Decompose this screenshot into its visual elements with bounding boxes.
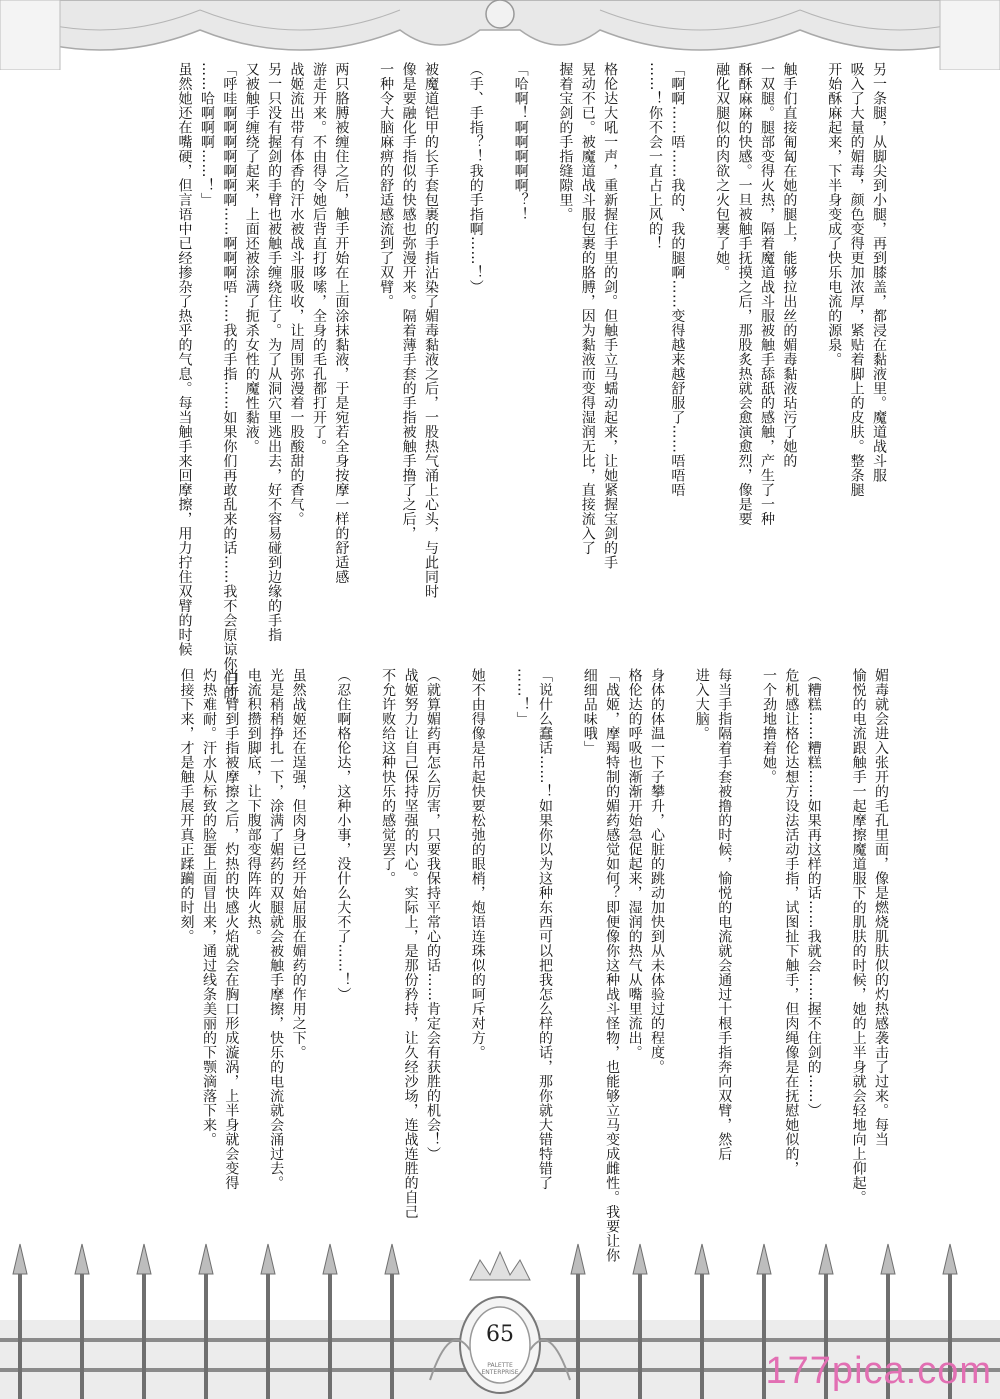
text-line: 格伦达的呼吸也渐渐开始急促起来，湿润的热气从嘴里流出。 [626,668,643,1060]
text-line: 开始酥麻起来，下半身变成了快乐电流的源泉。 [826,62,843,367]
fence-spike [137,1244,151,1274]
text-line: 战姬流出带有体香的汗水被战斗服吸收，让周围弥漫着一股酸甜的香气。 [288,62,305,526]
fence-spike [199,1244,213,1274]
text-line: 虽然她还在嘴硬，但言语中已经掺杂了热乎的气息。每当触手来回摩擦，用力拧住双臂的时候 [176,62,193,657]
text-line: 两只胳膊被缠住之后，触手开始在上面涂抹黏液，于是宛若全身按摩一样的舒适感 [333,62,350,584]
top-curtain-frame [0,0,1000,70]
paragraph-gap [800,62,822,622]
text-line: 光是稍稍挣扎一下，涂满了媚药的双腿就会被触手摩擦，快乐的电流就会涌过去。 [268,668,285,1190]
text-line: 身体的体温一下子攀升，心脏的跳动加快到从未体验过的程度。 [648,668,665,1074]
text-line: 握着宝剑的手指缝隙里。 [557,62,574,222]
text-line: 「啊啊……唔……我的、我的腿啊……变得越来越舒服了……唔唔唔 [669,62,686,497]
text-line: 另一条腿，从脚尖到小腿，再到膝盖，都浸在黏液里。魔道战斗服 [871,62,887,483]
paragraph-gap [442,62,464,622]
text-line: （忍住啊格伦达，这种小事，没什么大不了……！） [335,668,352,1002]
text-line: 吸入了大量的媚毒，颜色变得更加浓厚，紧贴着脚上的皮肤。整条腿 [848,62,865,497]
text-line: 又被触手缠绕了起来，上面还被涂满了扼杀女性的魔性黏液。 [243,62,260,454]
paragraph-gap [354,668,376,1228]
text-line: 像是要融化手指似的快感也弥漫开来。隔着薄手套的手指被触手撸了之后， [400,62,417,541]
text-line: 被魔道铠甲的长手套包裹的手指沾染了媚毒黏液之后，一股热气涌上心头，与此同时 [422,62,439,599]
text-line: 一个劲地撸着她。 [760,668,777,784]
text-line: 格伦达大吼一声，重新握住手里的剑。但触手立马蠕动起来，让她紧握宝剑的手 [602,62,619,570]
text-line: 危机感让格伦达想方设法活动手指，试图扯下触手，但肉绳像是在抚慰她似的， [783,668,800,1176]
text-line: ……！你不会一直占上风的！ [646,62,663,251]
paragraph-gap [825,668,847,1228]
paragraph-gap [735,668,757,1228]
fence-spike [633,1244,647,1274]
fence-spike [75,1244,89,1274]
fence-spike [13,1244,27,1274]
fence-spike [323,1244,337,1274]
fence-spike [881,1244,895,1274]
paragraph-gap [352,62,374,622]
text-line: 媚毒就会进入张开的毛孔里面，像是燃烧肌肤似的灼热感袭击了过来。每当 [873,668,889,1147]
text-line: 每当手指隔着手套被撸的时候，愉悦的电流就会通过十根手指奔向双臂，然后 [716,668,733,1161]
text-line: 灼热难耐。汗水从标致的脸蛋上面冒出来，通过线条美丽的下颚滴落下来。 [200,668,217,1147]
text-line: ……！」 [514,668,531,726]
fence-spike [943,1244,957,1274]
text-line: ……哈啊啊啊……！」 [198,62,215,207]
text-line: 酥酥麻麻的快感。一旦被触手抚摸之后，那股炙热就会愈演愈烈，像是要 [736,62,753,526]
text-line: 晃动不已。被魔道战斗服包裹的胳膊，因为黏液而变得湿润无比，直接流入了 [579,62,596,555]
text-line: 「哈啊！啊啊啊啊啊？！ [512,62,529,222]
text-line: 虽然战姬还在逞强，但肉身已经开始屈服在媚药的作用之下。 [290,668,307,1060]
paragraph-gap [556,668,578,1228]
text-line: 游走开来。不由得令她后背直打哆嗦，全身的毛孔都打开了。 [310,62,327,454]
lower-text-column [175,668,892,1263]
text-line: 另一只没有握剑的手臂也被触手缠绕住了。为了从洞穴里逃出去，好不容易碰到边缘的手指 [266,62,283,642]
text-line: 「呼哇啊啊啊啊啊啊啊……啊啊啊唔……我的手指……如果你们再敢乱来的话……我不会原谅你们的 [221,62,238,700]
text-line: 战姬努力让自己保持坚强的内心。实际上，是那份矜持，让久经沙场，连战连胜的自己 [402,668,419,1219]
text-line: 当手臂到手指被摩擦之后，灼热的快感火焰就会在胸口形成漩涡，上半身就会变得 [223,668,240,1190]
text-line: 「战姬，摩羯特制的媚药感觉如何？即便像你这种战斗怪物，也能够立马变成雌性。我要让你 [604,668,621,1263]
text-line: 不允许败给这种快乐的感觉罢了。 [380,668,397,886]
fence-spike [695,1244,709,1274]
text-line: 但接下来，才是触手展开真正蹂躏的时刻。 [178,668,195,944]
paragraph-gap [532,62,554,622]
text-line: （糟糕……糟糕……如果再这样的话……我就会……握不住剑的……） [805,668,822,1118]
text-line: （手、手指？！我的手指啊……！） [467,62,484,294]
text-line: 一双腿。腿部变得火热，隔着魔道战斗服被触手舔舐的感触，产生了一种 [758,62,775,526]
paragraph-gap [444,668,466,1228]
text-line: 「说什么蠢话……！如果你以为这种东西可以把我怎么样的话，那你就大错特错了 [536,668,553,1190]
page-number: 65 [486,1322,514,1347]
text-line: 触手们直接匍匐在她的腿上，能够拉出丝的媚毒黏液玷污了她的 [781,62,798,468]
text-line: 愉悦的电流跟触手一起摩擦魔道服下的肌肤的时候，她的上半身就会轻地向上仰起。 [850,668,867,1205]
text-line: 融化双腿似的肉欲之火包裹了她。 [714,62,731,280]
paragraph-gap [489,668,511,1228]
paragraph-gap [621,62,643,622]
publisher-mark: PALETTE ENTERPRISE [481,1362,519,1376]
paragraph-gap [668,668,690,1228]
fence-spike [385,1244,399,1274]
upper-text-column [173,62,890,700]
text-line: 一种令大脑麻痹的舒适感流到了双臂。 [378,62,395,309]
fence-spike [819,1244,833,1274]
paragraph-gap [310,668,332,1228]
text-line: 进入大脑。 [693,668,710,741]
text-line: 细细品味哦」 [581,668,598,755]
fence-spike [571,1244,585,1274]
text-line: 她不由得像是吊起快要松弛的眼梢，炮语连珠似的呵斥对方。 [469,668,486,1060]
fence-spike [261,1244,275,1274]
paragraph-gap [688,62,710,622]
site-watermark: 177pica.com [765,1350,992,1392]
text-line: （就算媚药再怎么厉害，只要我保持平常心的话……肯定会有获胜的机会！） [424,668,441,1161]
paragraph-gap [487,62,509,622]
text-line: 电流积攒到脚底，让下腹部变得阵阵火热。 [245,668,262,944]
fence-spike [757,1244,771,1274]
